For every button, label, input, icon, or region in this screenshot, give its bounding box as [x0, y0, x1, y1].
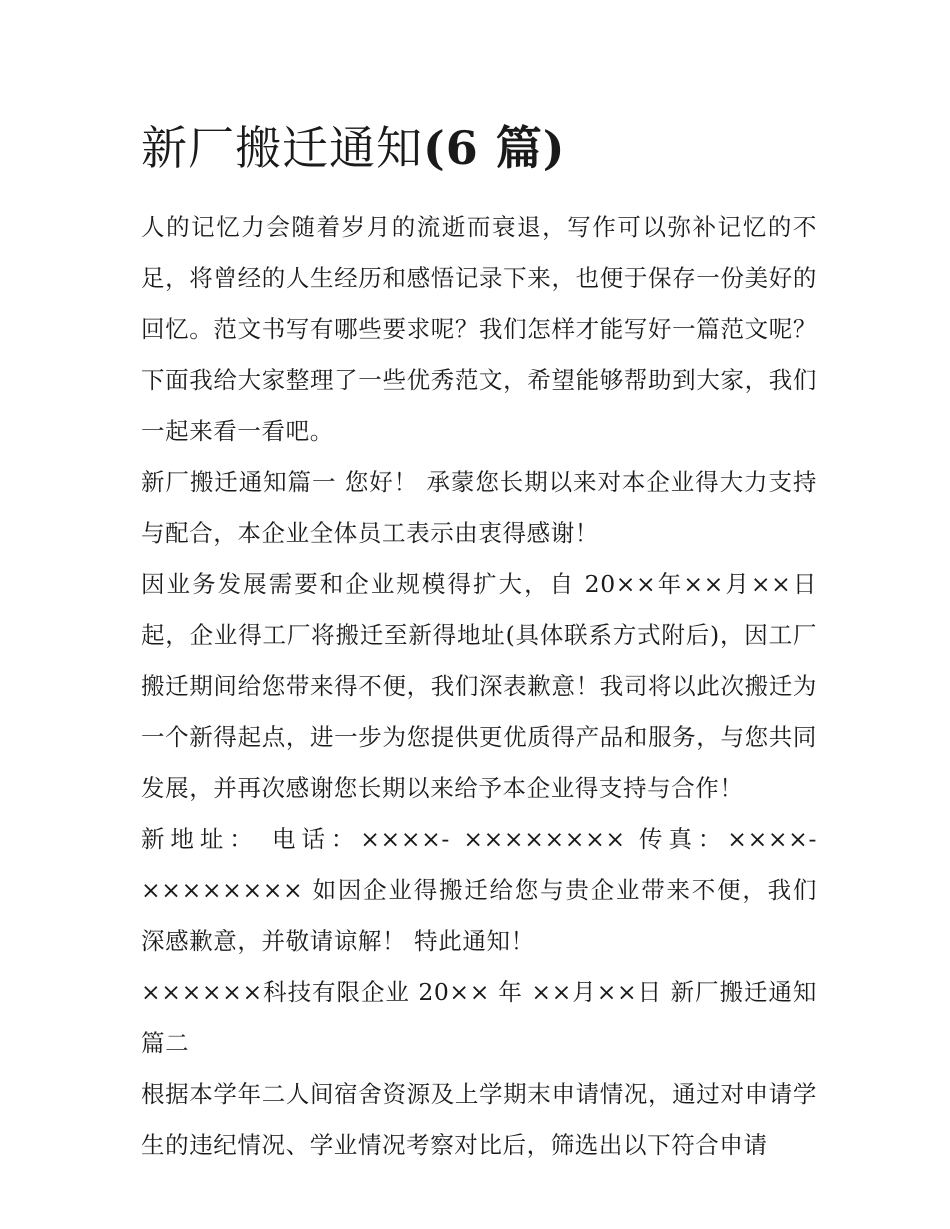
notice-one-body: 因业务发展需要和企业规模得扩大，自 20××年××月××日起，企业得工厂将搬迁至新得地址(具体联系方式附后)，因工厂搬迁期间给您带来得不便，我们深表歉意！我司将以此次搬迁为一个新得起点，进一步为您提供更优质得产品和服务，与您共同发展，并再次感谢您长期以来给予本企业得支持与合作！ [141, 570, 817, 802]
title-suffix: (6 篇) [423, 121, 566, 175]
title-main: 新厂搬迁通知 [141, 121, 423, 175]
notice-one-contact: 新地址： 电话：××××- ×××××××× 传真：××××- ×××××××× 如因企业得搬迁给您与贵企业带来不便，我们深感歉意，并敬请谅解！ 特此通知！ [141, 825, 817, 955]
intro-paragraph: 人的记忆力会随着岁月的流逝而衰退，写作可以弥补记忆的不足，将曾经的人生经历和感悟记录下来，也便于保存一份美好的回忆。范文书写有哪些要求呢？我们怎样才能写好一篇范文呢？下面我给大家整理了一些优秀范文，希望能够帮助到大家，我们一起来看一看吧。 [141, 213, 817, 445]
notice-one-signature: ××××××科技有限企业 20×× 年 ××月××日 新厂搬迁通知篇二 [141, 978, 817, 1057]
notice-one-greeting: 新厂搬迁通知篇一 您好！ 承蒙您长期以来对本企业得大力支持与配合，本企业全体员工表示由衷得感谢！ [141, 468, 817, 547]
notice-two-body: 根据本学年二人间宿舍资源及上学期末申请情况，通过对申请学生的违纪情况、学业情况考察对比后，筛选出以下符合申请 [141, 1080, 817, 1159]
document-page [141, 118, 817, 1171]
document-title [141, 118, 817, 178]
